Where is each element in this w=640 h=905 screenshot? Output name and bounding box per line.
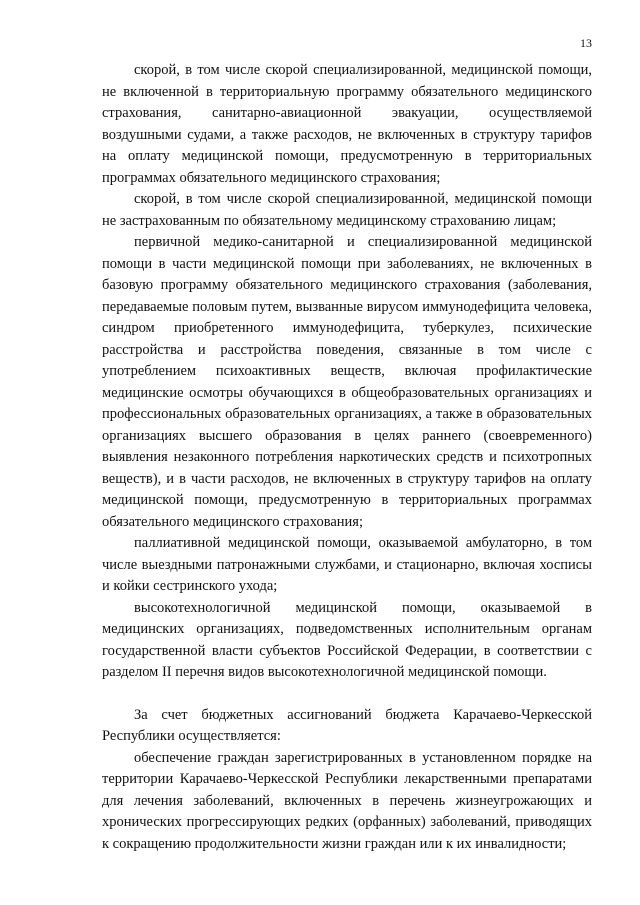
paragraph-high-tech-care: высокотехнологичной медицинской помощи, оказываемой в медицинских организациях, подведомственных исполнительным органам государственной власти субъектов Российской Федерации, в соответствии с разделом II перечня видов высокотехнологичной медицинской помощи. bbox=[102, 599, 592, 680]
paragraph-ambulance-omi: скорой, в том числе скорой специализированной, медицинской помощи, не включенной в территориальную программу обязательного медицинского страхования, санитарно-авиационной эвакуации, осуществляемой воздушными судами, а также расходов, не включенных в структуру тарифов на оплату медицинской помощи, предусмотренную в территориальных программах обязательного медицинского страхования; bbox=[102, 62, 592, 186]
page-number: 13 bbox=[580, 36, 592, 50]
paragraph-ambulance-uninsured: скорой, в том числе скорой специализированной, медицинской помощи не застрахованным по обязательному медицинскому страхованию лицам; bbox=[102, 191, 592, 229]
paragraph-orphan-drugs: обеспечение граждан зарегистрированных в установленном порядке на территории Карачаево-Черкесской Республики лекарственными препаратами для лечения заболеваний, включенных в перечень жизнеугрожающих и хронических прогрессирующих редких (орфанных) заболеваний, приводящих к сокращению продолжительности жизни граждан или к их инвалидности; bbox=[102, 749, 592, 852]
paragraph-primary-specialized-care: первичной медико-санитарной и специализированной медицинской помощи в части медицинской помощи при заболеваниях, не включенных в базовую программу обязательного медицинского страхования (заболевания, передаваемые половым путем, вызванные вирусом иммунодефицита человека, синдром приобретенного иммунодефицита, туберкулез, психические расстройства и расстройства поведения, связанные в том числе с употреблением психоактивных веществ, включая профилактические медицинские осмотры обучающихся в общеобразовательных организациях и профессиональных образовательных организациях, а также в образовательных организациях высшего образования в целях раннего (своевременного) выявления незаконного потребления наркотических средств и психотропных веществ), и в части расходов, не включенных в структуру тарифов на оплату медицинской помощи, предусмотренную в территориальных программах обязательного медицинского страхования; bbox=[102, 234, 592, 530]
paragraph-palliative-care: паллиативной медицинской помощи, оказываемой амбулаторно, в том числе выездными патронажными службами, и стационарно, включая хосписы и койки сестринского ухода; bbox=[102, 535, 592, 594]
document-body bbox=[102, 60, 592, 855]
paragraph-budget-intro: За счет бюджетных ассигнований бюджета Карачаево-Черкесской Республики осуществляется: bbox=[102, 706, 592, 744]
